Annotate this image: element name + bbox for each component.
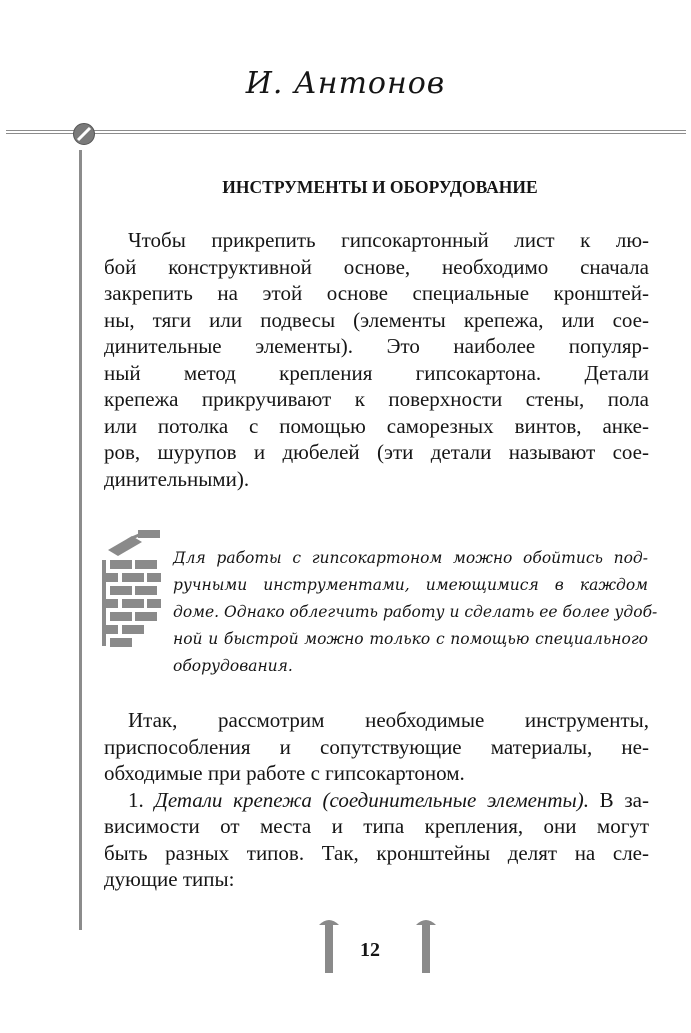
item-title: Детали крепежа (соединительные элементы). — [154, 787, 589, 812]
intro-line: ны, тяги или подвесы (элементы крепежа, или сое- — [104, 307, 649, 332]
note-line: Для работы с гипсокартоном можно обойтись под- — [173, 549, 648, 567]
author-header: И. Антонов — [245, 66, 446, 101]
intro-paragraph — [104, 227, 649, 492]
intro-line: или потолка с помощью саморезных винтов, анке- — [104, 413, 649, 438]
list-item-first-line — [104, 787, 649, 814]
section-title: ИНСТРУМЕНТЫ И ОБОРУДОВАНИЕ — [222, 177, 538, 197]
intro-line: Чтобы прикрепить гипсокартонный лист к лю- — [128, 228, 649, 252]
intro-line: динительные элементы). Это наиболее популяр- — [104, 334, 649, 358]
item-line: дующие типы: — [104, 867, 235, 891]
corner-badge-icon — [73, 123, 95, 145]
intro-line: динительными). — [104, 466, 250, 491]
intro-line: бой конструктивной основе, необходимо сначала — [104, 254, 649, 279]
item-line: висимости от места и типа крепления, они могут — [104, 814, 649, 838]
note-line: ной и быстрой можно только с помощью специального — [173, 630, 648, 648]
body-line: обходимые при работе с гипсокартоном. — [104, 761, 465, 785]
item-line: быть разных типов. Так, кронштейны делят на сле- — [104, 840, 649, 865]
page-number: 12 — [360, 939, 380, 961]
note-text — [173, 545, 658, 680]
body-line: приспособления и сопутствующие материалы, не- — [104, 734, 649, 759]
top-rule — [92, 130, 686, 134]
intro-line: закрепить на этой основе специальные кронштей- — [104, 281, 649, 305]
item-number: 1. — [128, 787, 144, 812]
note-line: ручными инструментами, имеющимися в каждом — [173, 576, 648, 594]
brick-wall-trowel-icon — [102, 520, 164, 655]
bolt-ornament-right-icon — [414, 915, 438, 978]
body-paragraph — [104, 707, 649, 893]
left-margin-rule — [79, 150, 82, 930]
item-text: В за- — [588, 787, 649, 812]
intro-line: крепежа прикручивают к поверхности стены, пола — [104, 387, 649, 411]
note-line: оборудования. — [173, 657, 293, 675]
note-line: доме. Однако облегчить работу и сделать ее более удоб- — [173, 603, 658, 621]
intro-line: ров, шурупов и дюбелей (эти детали называют сое- — [104, 440, 649, 464]
intro-line: ный метод крепления гипсокартона. Детали — [104, 360, 649, 385]
top-rule-left — [6, 130, 78, 134]
bolt-ornament-left-icon — [317, 915, 341, 978]
body-line: Итак, рассмотрим необходимые инструменты, — [128, 708, 649, 732]
